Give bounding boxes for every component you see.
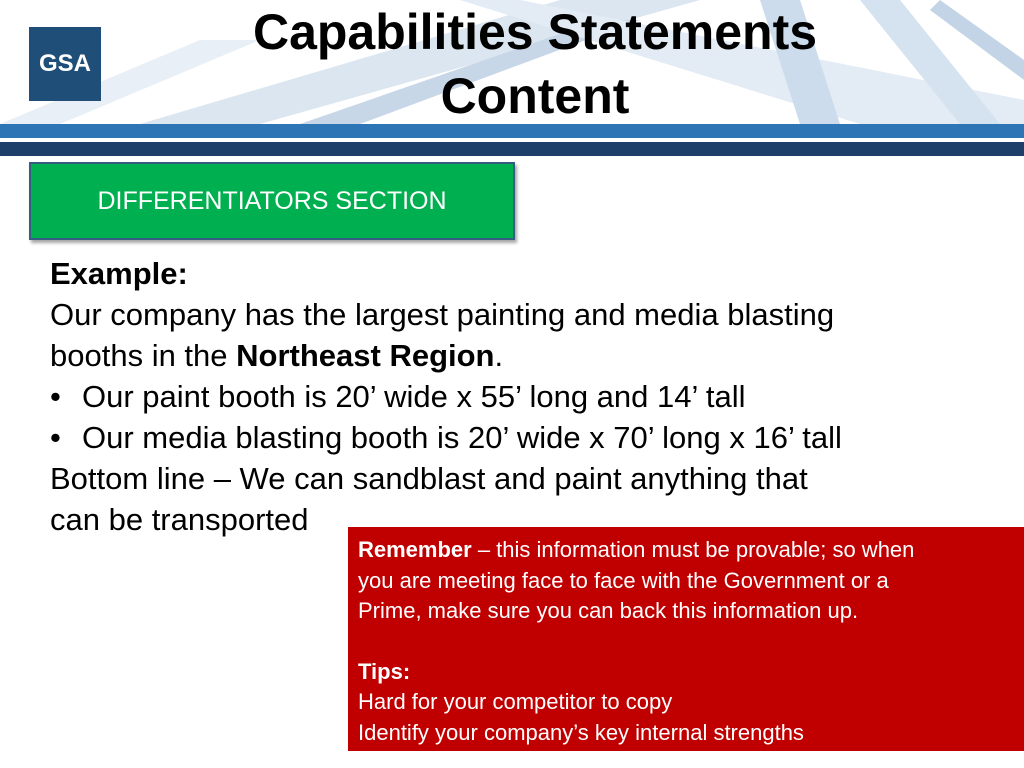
gsa-logo: GSA — [29, 27, 101, 101]
tips-label: Tips: — [358, 658, 411, 684]
body-line-1: Our company has the largest painting and media blasting — [50, 297, 835, 332]
title-line-2: Content — [440, 68, 630, 124]
body-text — [50, 253, 950, 540]
bullet-item: • Our media blasting booth is 20’ wide x 70’ long x 16’ tall — [50, 417, 950, 458]
title-line-1: Capabilities Statements — [252, 4, 818, 60]
bullet-icon: • — [50, 420, 61, 455]
callout-spacer — [358, 627, 1014, 657]
section-label-box — [29, 162, 515, 240]
remember-line-3: Prime, make sure you can back this information up. — [358, 598, 859, 623]
bullet-item: • Our paint booth is 20’ wide x 55’ long and 14’ tall — [50, 376, 950, 417]
remember-line-2: you are meeting face to face with the Government or a — [358, 567, 889, 593]
section-label: DIFFERENTIATORS SECTION — [97, 186, 447, 215]
remember-label: Remember — [358, 537, 472, 562]
northeast-region-emphasis: Northeast Region — [236, 338, 495, 373]
body-line-2: booths in the Northeast Region. — [50, 338, 504, 373]
page-title — [120, 0, 950, 128]
header-band-dark — [0, 142, 1024, 156]
tip-item: Hard for your competitor to copy — [358, 689, 673, 714]
remember-callout-box — [348, 527, 1024, 751]
header-band-light — [0, 124, 1024, 138]
bottom-line-1: Bottom line – We can sandblast and paint anything that — [50, 461, 808, 496]
tip-item: Identify your company’s key internal strengths — [358, 719, 804, 745]
example-heading: Example: — [50, 256, 188, 291]
bullet-icon: • — [50, 379, 61, 414]
remember-line-1: Remember – this information must be provable; so when — [358, 537, 915, 562]
bottom-line-2: can be transported — [50, 502, 309, 537]
